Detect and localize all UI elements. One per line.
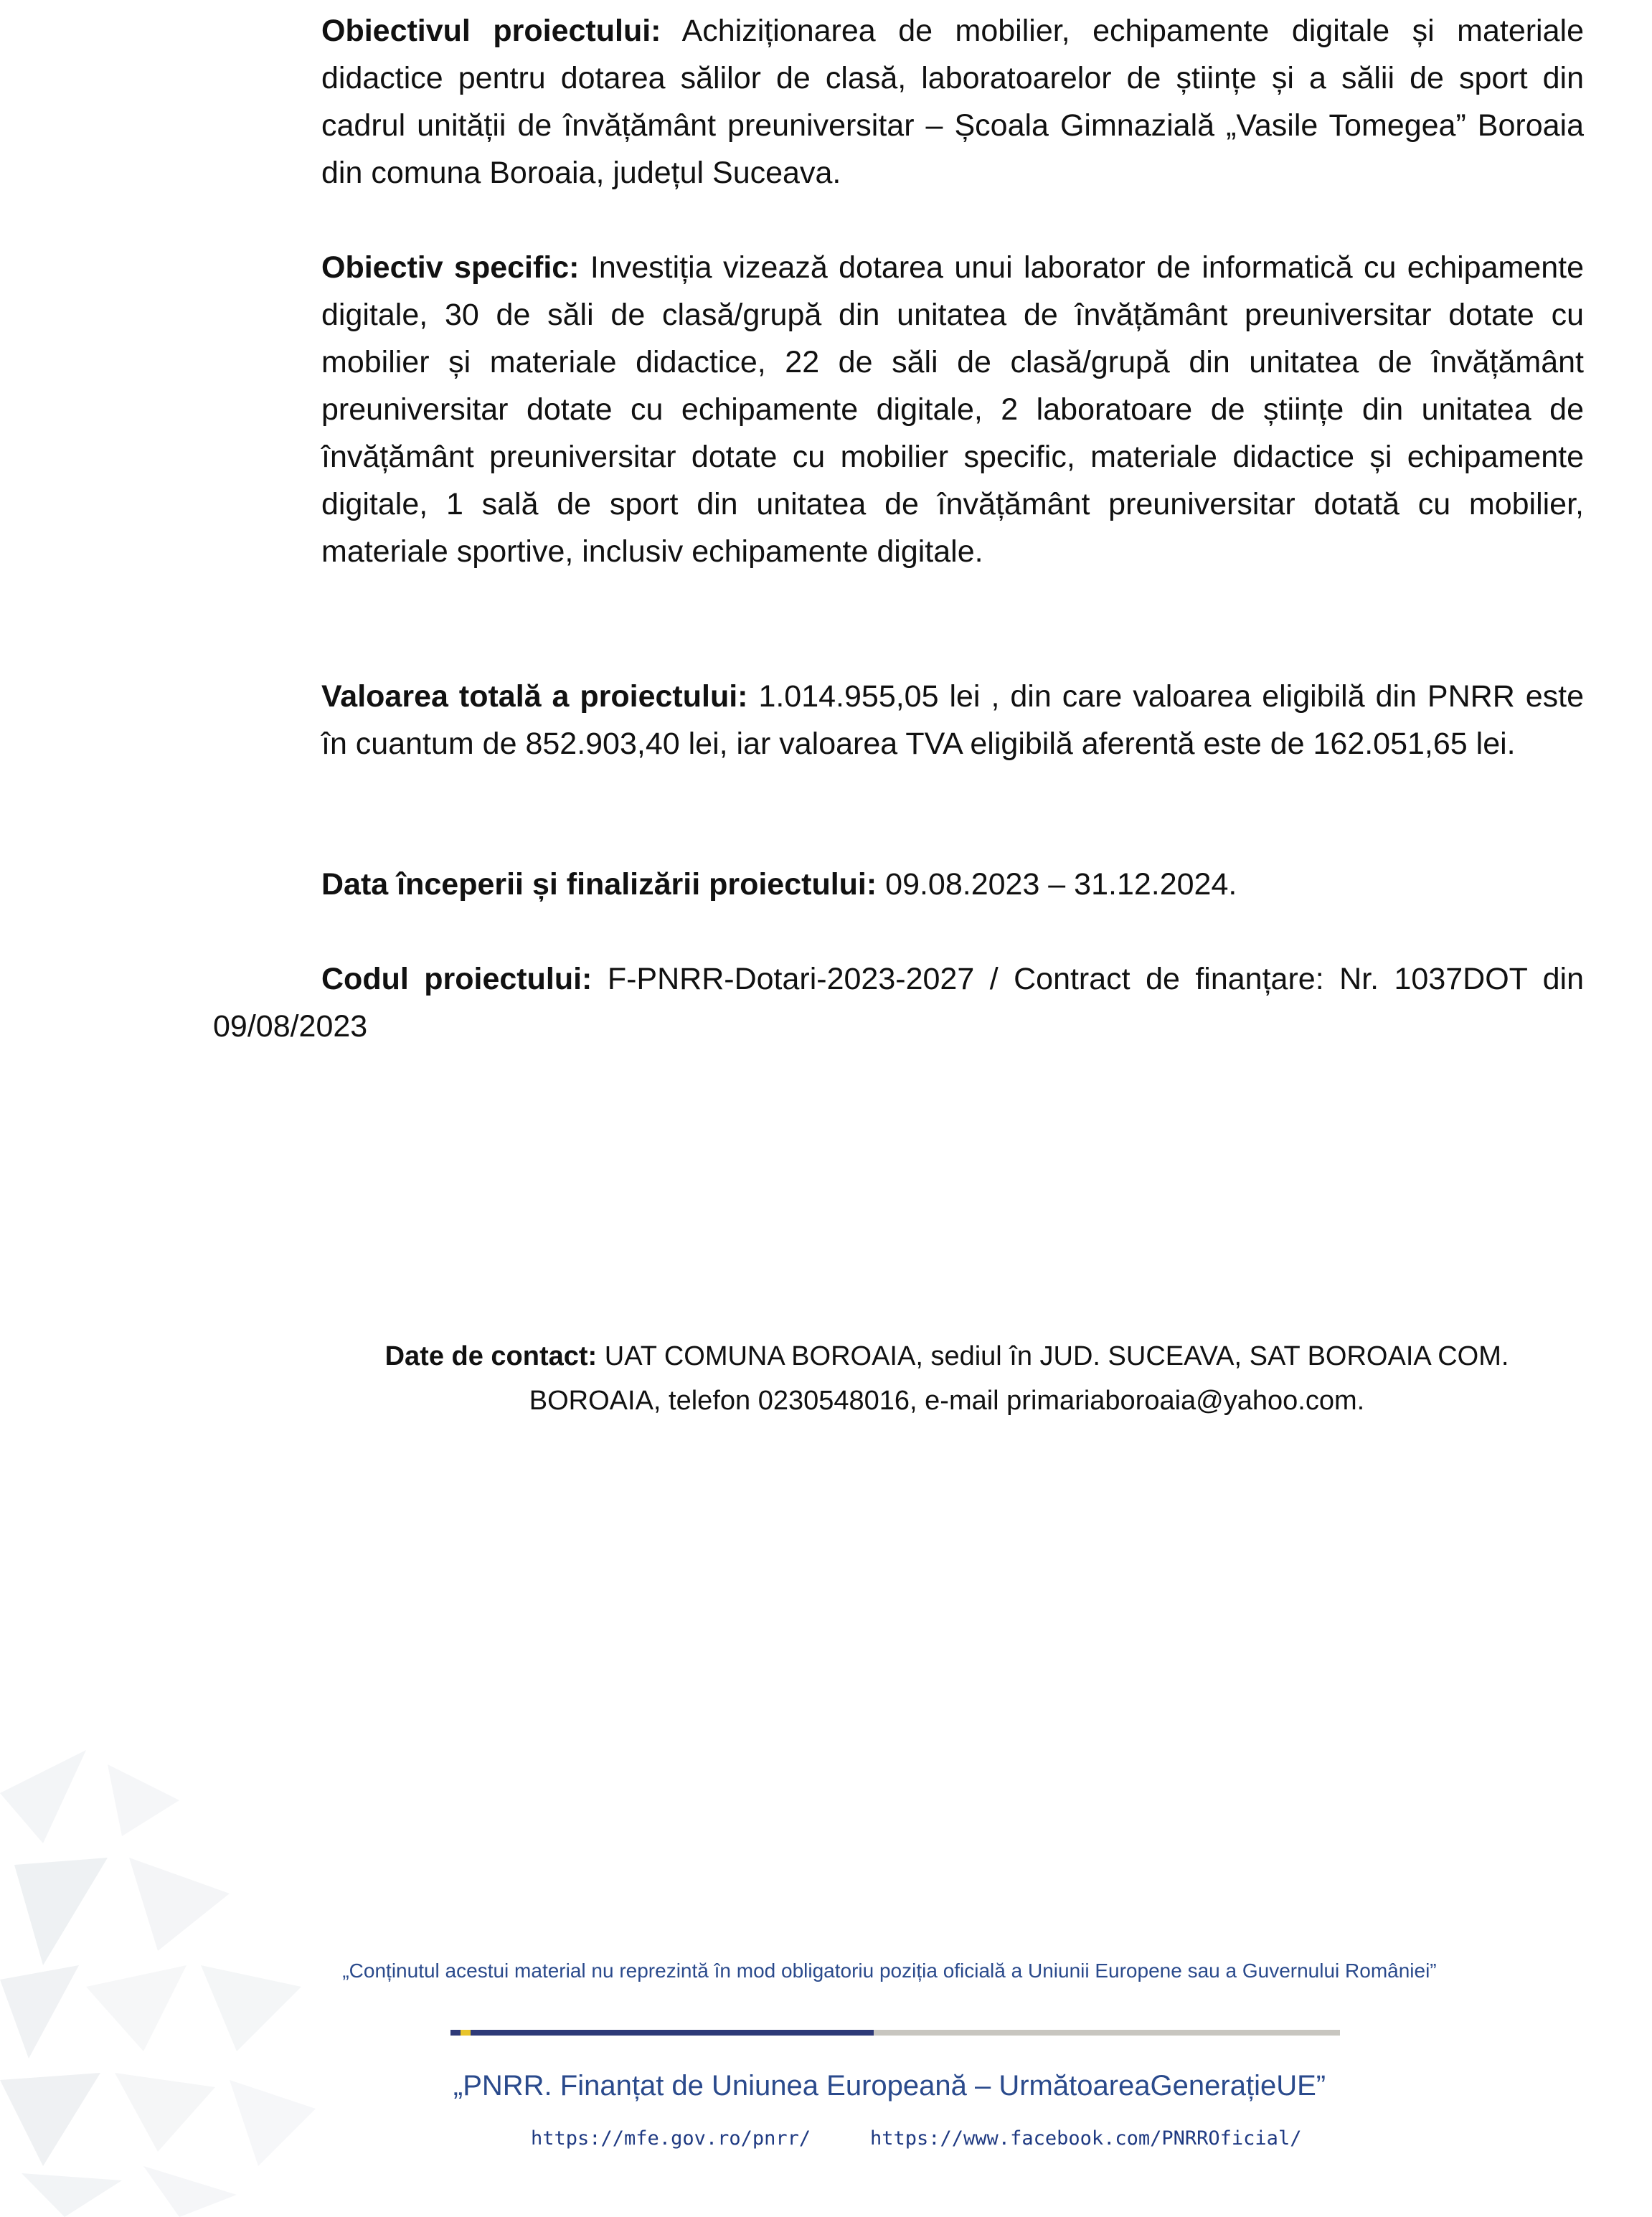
project-objective-label: Obiectivul proiectului: <box>321 14 661 48</box>
total-value-label: Valoarea totală a proiectului: <box>321 679 748 714</box>
footer-divider-grey <box>874 2030 1340 2036</box>
contact-details <box>273 1334 1621 1423</box>
project-dates-label: Data începerii și finalizării proiectului: <box>321 867 877 902</box>
specific-objective-paragraph <box>321 244 1584 575</box>
link-facebook[interactable]: https://www.facebook.com/PNRROficial/ <box>870 2127 1302 2150</box>
link-mfe[interactable]: https://mfe.gov.ro/pnrr/ <box>531 2127 811 2150</box>
project-dates-text: 09.08.2023 – 31.12.2024. <box>877 867 1237 902</box>
total-value-text: 1.014.955,05 lei , din care valoarea eligibilă din PNRR este în cuantum de 852.903,40 lei, iar valoarea TVA eligibilă aferentă este de 162.051,65 lei. <box>321 679 1584 761</box>
footer-links <box>0 2124 1652 2153</box>
contact-line-1 <box>273 1334 1621 1379</box>
project-dates-paragraph <box>321 861 1584 908</box>
footer-divider-flag-stripe <box>450 2030 479 2036</box>
project-code-label: Codul proiectului: <box>321 962 593 996</box>
specific-objective-text: Investiția vizează dotarea unui laborator de informatică cu echipamente digitale, 30 de săli de clasă/grupă din unitatea de învățământ preuniversitar dotate cu mobilier și materiale didactice, 22 de săli de clasă/grupă din unitatea de învățământ preuniversitar dotate cu echipamente digitale, 2 laboratoare de științe din unitatea de învățământ preuniversitar dotate cu mobilier specific, materiale didactice și echipamente digitale, 1 sală de sport din unitatea de învățământ preuniversitar dotată cu mobilier, materiale sportive, inclusiv echipamente digitale. <box>321 250 1584 569</box>
contact-line-1-text: UAT COMUNA BOROAIA, sediul în JUD. SUCEAVA, SAT BOROAIA COM. <box>597 1341 1509 1371</box>
project-code-paragraph <box>213 955 1584 1050</box>
footer-disclaimer: „Conținutul acestui material nu reprezintă în mod obligatoriu poziția oficială a Uniunii Europene sau a Guvernului României” <box>342 1960 1437 1982</box>
footer-slogan: „PNRR. Finanțat de Uniunea Europeană – UrmătoareaGenerațieUE” <box>453 2070 1326 2102</box>
contact-label: Date de contact: <box>384 1341 598 1371</box>
project-code-text: F-PNRR-Dotari-2023-2027 / Contract de finanțare: Nr. 1037DOT din 09/08/2023 <box>213 962 1584 1044</box>
specific-objective-label: Obiectiv specific: <box>321 250 580 285</box>
project-objective-text: Achiziționarea de mobilier, echipamente digitale și materiale didactice pentru dotarea sălilor de clasă, laboratoarelor de științe și a sălii de sport din cadrul unității de învățământ preuniversitar – Școala Gimnazială „Vasile Tomegea” Boroaia din comuna Boroaia, județul Suceava. <box>321 14 1584 190</box>
footer-divider <box>450 2030 1340 2036</box>
footer-divider-blue <box>450 2030 874 2036</box>
project-objective-paragraph <box>321 7 1584 197</box>
contact-line-2: BOROAIA, telefon 0230548016, e-mail primariaboroaia@yahoo.com. <box>529 1386 1365 1416</box>
total-value-paragraph <box>321 673 1584 767</box>
